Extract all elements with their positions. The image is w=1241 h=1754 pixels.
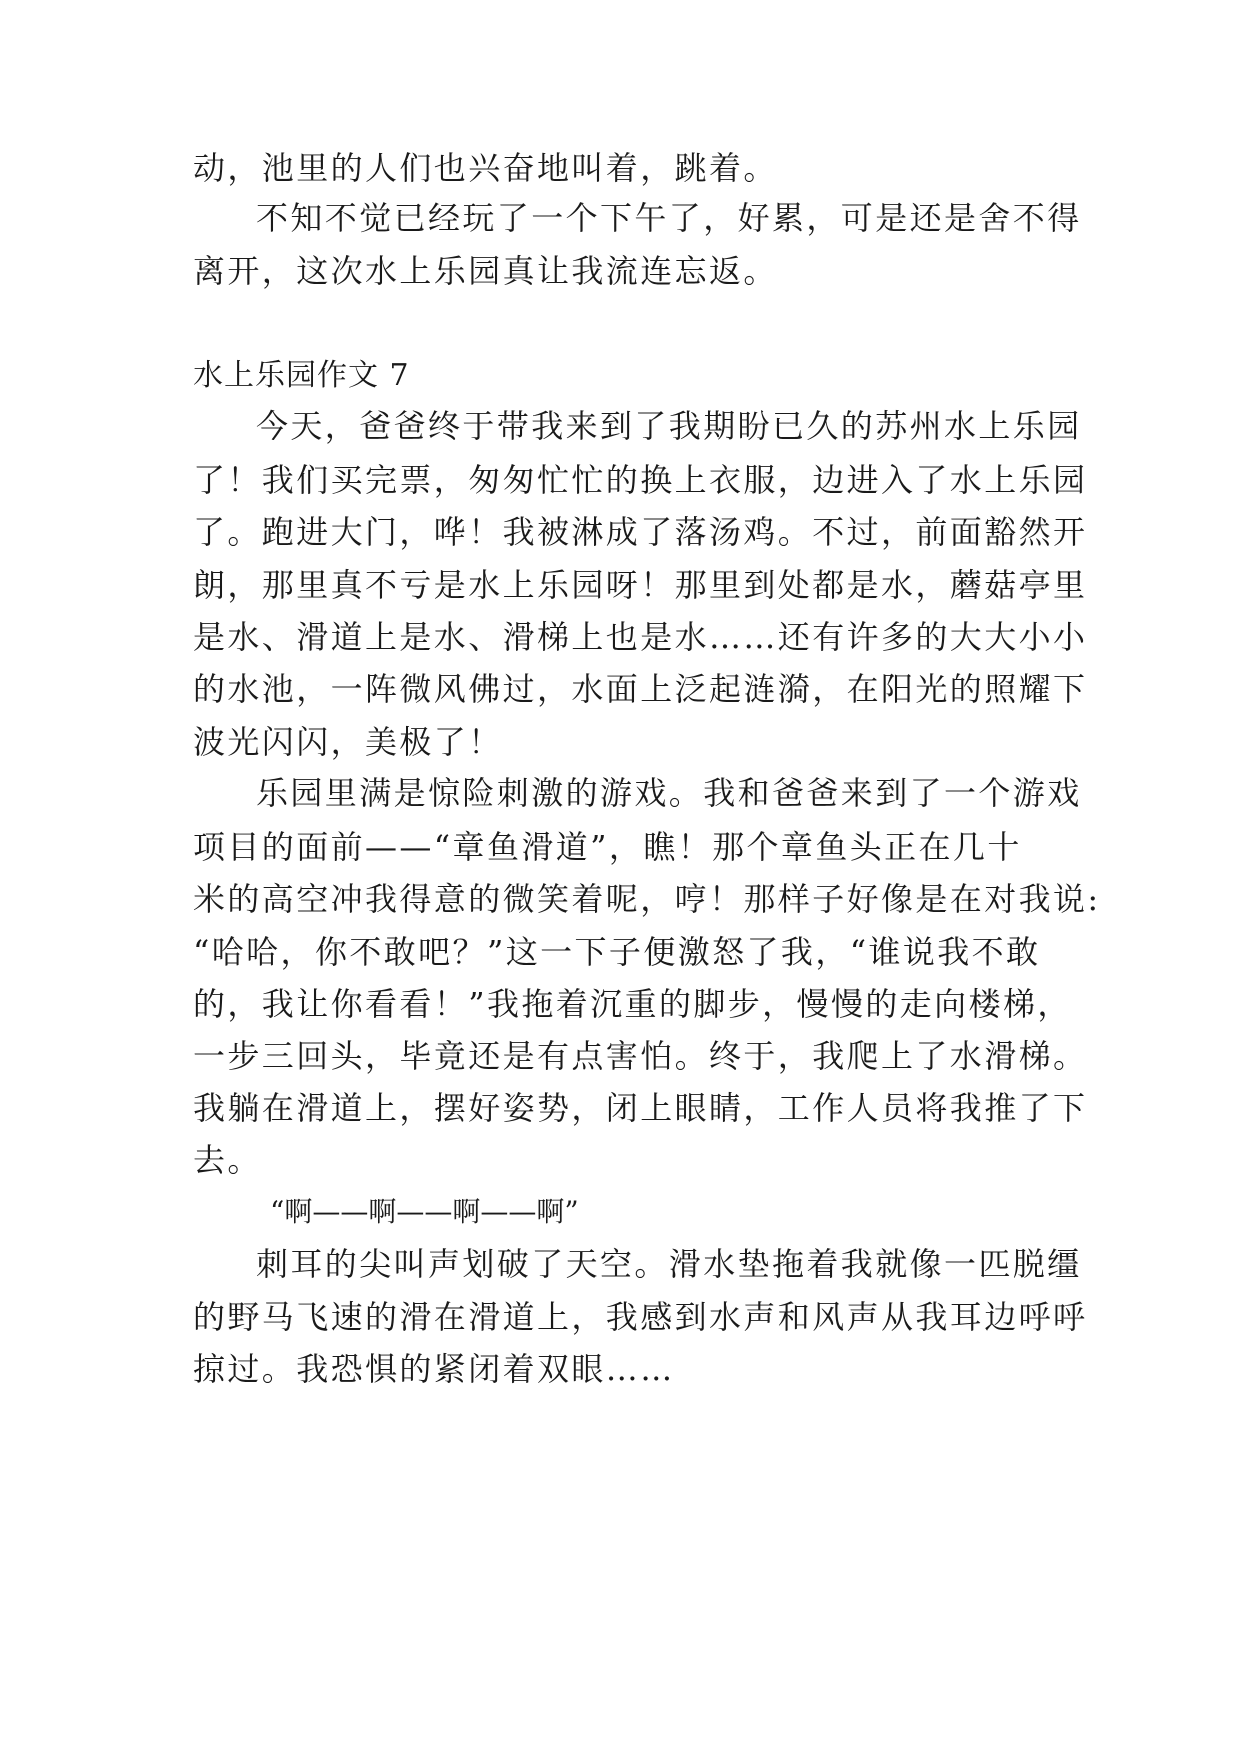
- text-line: 去。: [193, 1141, 262, 1179]
- text-line: 的野马飞速的滑在滑道上，我感到水声和风声从我耳边呼呼: [193, 1298, 1088, 1336]
- text-line: 我躺在滑道上，摆好姿势，闭上眼睛，工作人员将我推了下: [193, 1089, 1088, 1127]
- text-line: “哈哈，你不敢吧？”这一下子便激怒了我，“谁说我不敢: [193, 933, 1041, 971]
- text-line: 一步三回头，毕竟还是有点害怕。终于，我爬上了水滑梯。: [193, 1037, 1088, 1075]
- text-line: 了！我们买完票，匆匆忙忙的换上衣服，边进入了水上乐园: [193, 461, 1088, 499]
- text-line-1: 动，池里的人们也兴奋地叫着，跳着。: [193, 149, 778, 187]
- text-line: 的，我让你看看！”我拖着沉重的脚步，慢慢的走向楼梯，: [193, 985, 1072, 1023]
- section-title: 水上乐园作文 7: [193, 358, 410, 393]
- text-line: 米的高空冲我得意的微笑着呢，哼！那样子好像是在对我说:: [193, 880, 1101, 918]
- text-line: 项目的面前——“章鱼滑道”，瞧！那个章鱼头正在几十: [193, 828, 1022, 866]
- text-line-3: 离开，这次水上乐园真让我流连忘返。: [193, 252, 778, 290]
- text-line: 掠过。我恐惧的紧闭着双眼……: [193, 1350, 675, 1388]
- paragraph-first-line: 乐园里满是惊险刺激的游戏。我和爸爸来到了一个游戏: [256, 774, 1082, 812]
- paragraph-first-line: 刺耳的尖叫声划破了天空。滑水垫拖着我就像一匹脱缰: [256, 1245, 1082, 1283]
- paragraph-first-line: 不知不觉已经玩了一个下午了，好累，可是还是舍不得: [256, 199, 1082, 237]
- text-line: 是水、滑道上是水、滑梯上也是水……还有许多的大大小小: [193, 618, 1088, 656]
- text-line: 的水池，一阵微风佛过，水面上泛起涟漪，在阳光的照耀下: [193, 670, 1088, 708]
- text-line: 朗，那里真不亏是水上乐园呀！那里到处都是水，蘑菇亭里: [193, 566, 1088, 604]
- paragraph-first-line: 今天，爸爸终于带我来到了我期盼已久的苏州水上乐园: [256, 407, 1082, 445]
- text-line: 波光闪闪，美极了！: [193, 723, 503, 761]
- exclamation-line: “啊——啊——啊——啊”: [270, 1195, 579, 1228]
- text-line: 了。跑进大门，哗！我被淋成了落汤鸡。不过，前面豁然开: [193, 513, 1088, 551]
